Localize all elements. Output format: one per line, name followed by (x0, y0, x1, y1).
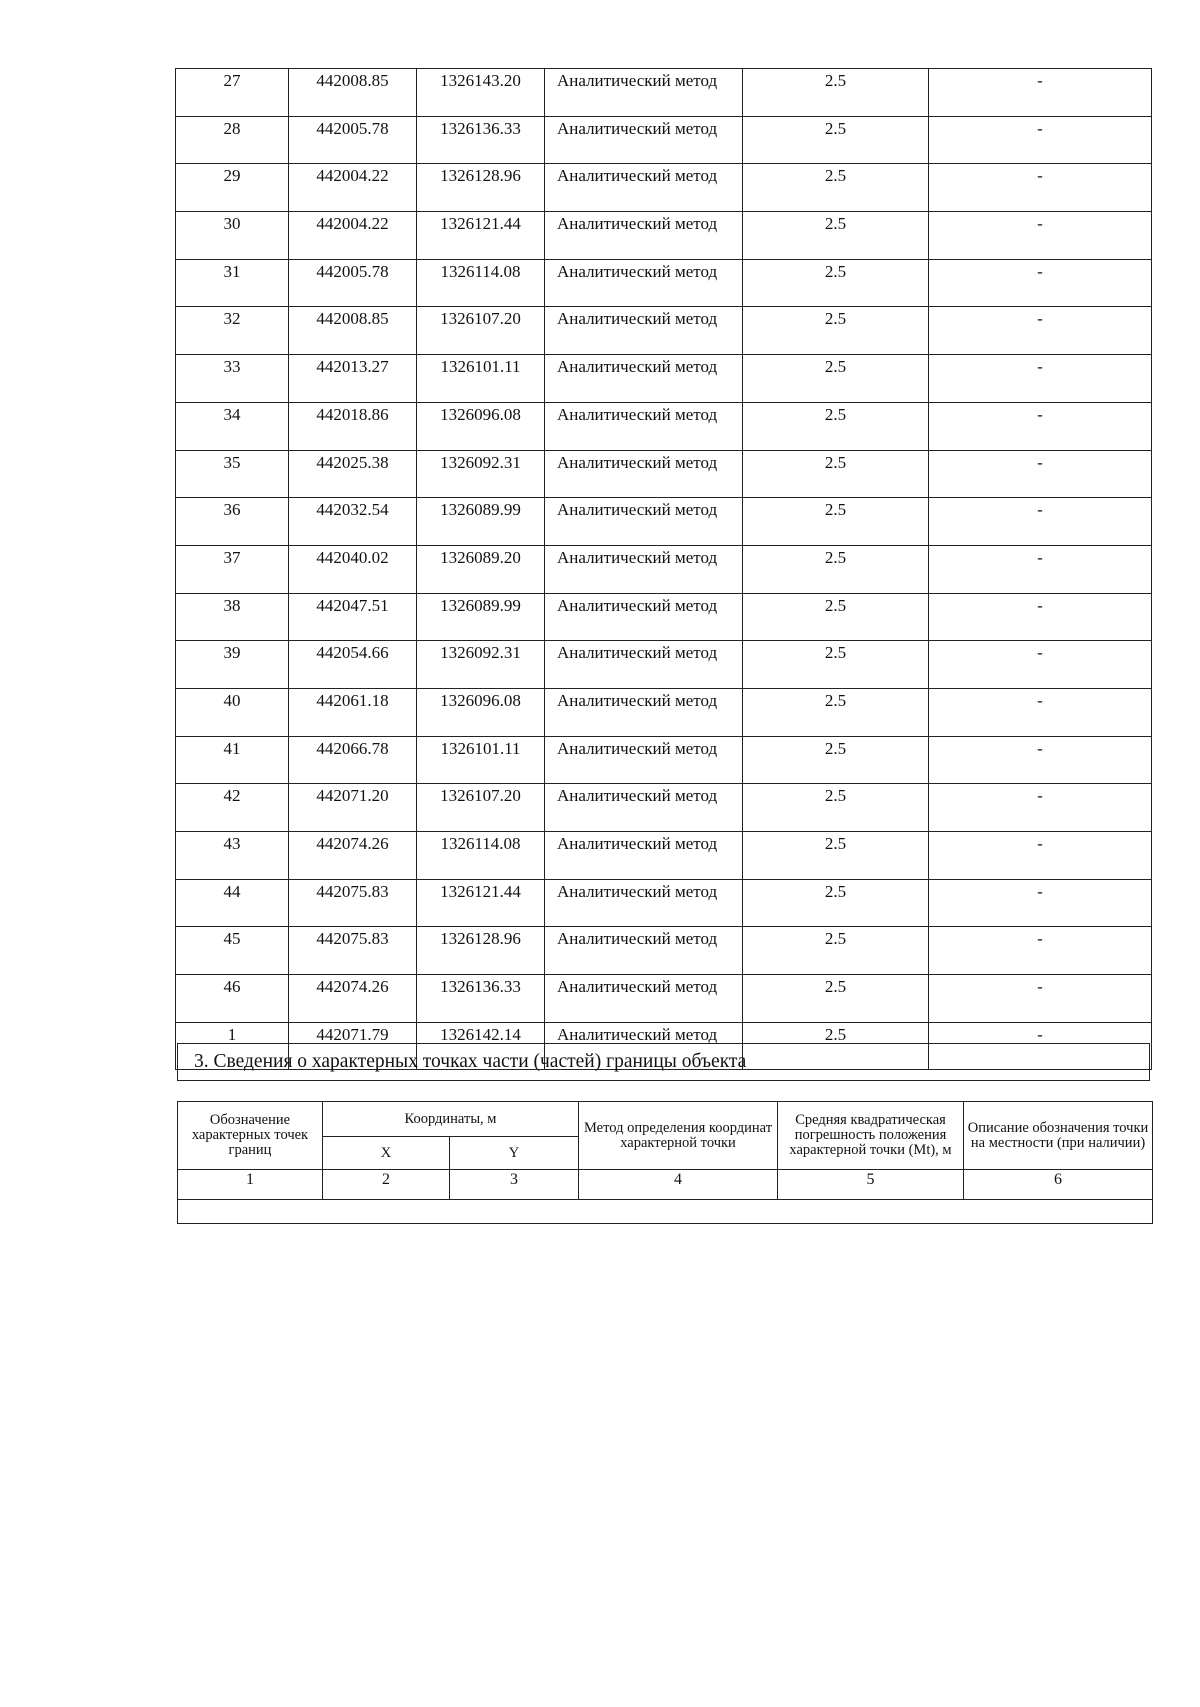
point-number: 29 (176, 164, 289, 212)
part-boundary-points-table (177, 1101, 1153, 1224)
coordinate-y: 1326107.20 (417, 784, 545, 832)
section-3-header (177, 1043, 1150, 1081)
coordinate-x: 442071.79 (289, 1022, 417, 1070)
method-cell: Аналитический метод (545, 355, 743, 403)
table-row (176, 402, 1152, 450)
description-cell: - (929, 259, 1152, 307)
point-number: 37 (176, 545, 289, 593)
coordinate-y: 1326121.44 (417, 879, 545, 927)
method-cell: Аналитический метод (545, 307, 743, 355)
mt-cell: 2.5 (743, 593, 929, 641)
column-number: 5 (778, 1170, 964, 1200)
method-cell: Аналитический метод (545, 402, 743, 450)
coordinate-x: 442004.22 (289, 212, 417, 260)
description-cell: - (929, 1022, 1152, 1070)
table-row (176, 212, 1152, 260)
description-cell: - (929, 450, 1152, 498)
method-cell: Аналитический метод (545, 1022, 743, 1070)
column-number: 2 (323, 1170, 450, 1200)
method-cell: Аналитический метод (545, 927, 743, 975)
coordinate-x: 442040.02 (289, 545, 417, 593)
mt-cell: 2.5 (743, 402, 929, 450)
coordinate-y: 1326136.33 (417, 975, 545, 1023)
coordinate-y: 1326101.11 (417, 355, 545, 403)
method-cell: Аналитический метод (545, 593, 743, 641)
table-row (176, 641, 1152, 689)
mt-cell: 2.5 (743, 450, 929, 498)
coordinate-y: 1326114.08 (417, 259, 545, 307)
point-number: 27 (176, 69, 289, 117)
method-cell: Аналитический метод (545, 975, 743, 1023)
description-cell: - (929, 975, 1152, 1023)
coordinate-y: 1326142.14 (417, 1022, 545, 1070)
coordinate-y: 1326089.20 (417, 545, 545, 593)
coordinate-y: 1326089.99 (417, 498, 545, 546)
method-cell: Аналитический метод (545, 879, 743, 927)
table-row (176, 832, 1152, 880)
description-cell: - (929, 545, 1152, 593)
point-number: 30 (176, 212, 289, 260)
mt-cell: 2.5 (743, 688, 929, 736)
table-row (176, 688, 1152, 736)
point-number: 32 (176, 307, 289, 355)
description-cell: - (929, 402, 1152, 450)
coordinate-y: 1326121.44 (417, 212, 545, 260)
coordinate-x: 442071.20 (289, 784, 417, 832)
mt-cell: 2.5 (743, 975, 929, 1023)
point-number: 42 (176, 784, 289, 832)
coordinate-y: 1326136.33 (417, 116, 545, 164)
empty-row (178, 1200, 1153, 1224)
mt-cell: 2.5 (743, 498, 929, 546)
coordinate-x: 442005.78 (289, 259, 417, 307)
coordinate-x: 442018.86 (289, 402, 417, 450)
description-cell: - (929, 641, 1152, 689)
column-number: 4 (579, 1170, 778, 1200)
coordinate-y: 1326096.08 (417, 688, 545, 736)
mt-cell: 2.5 (743, 307, 929, 355)
table-row (176, 593, 1152, 641)
coordinate-y: 1326107.20 (417, 307, 545, 355)
header-mt: Средняя квадратическая погрешность положения характерной точки (Mt), м (778, 1102, 964, 1170)
coordinate-y: 1326128.96 (417, 164, 545, 212)
mt-cell: 2.5 (743, 927, 929, 975)
method-cell: Аналитический метод (545, 116, 743, 164)
method-cell: Аналитический метод (545, 688, 743, 736)
table-row (176, 498, 1152, 546)
table-row (176, 784, 1152, 832)
coordinate-x: 442025.38 (289, 450, 417, 498)
table-row (176, 307, 1152, 355)
coordinate-y: 1326143.20 (417, 69, 545, 117)
description-cell: - (929, 688, 1152, 736)
table-row (176, 736, 1152, 784)
header-method: Метод определения координат характерной точки (579, 1102, 778, 1170)
coordinate-x: 442075.83 (289, 879, 417, 927)
mt-cell: 2.5 (743, 784, 929, 832)
coordinate-x: 442004.22 (289, 164, 417, 212)
boundary-points-body (176, 69, 1152, 1070)
mt-cell: 2.5 (743, 1022, 929, 1070)
description-cell: - (929, 212, 1152, 260)
coordinate-x: 442008.85 (289, 307, 417, 355)
mt-cell: 2.5 (743, 164, 929, 212)
coordinate-y: 1326089.99 (417, 593, 545, 641)
coordinate-x: 442005.78 (289, 116, 417, 164)
table-row (176, 69, 1152, 117)
method-cell: Аналитический метод (545, 545, 743, 593)
table-row (176, 355, 1152, 403)
mt-cell: 2.5 (743, 116, 929, 164)
coordinate-x: 442075.83 (289, 927, 417, 975)
coordinate-x: 442074.26 (289, 832, 417, 880)
table-row (176, 116, 1152, 164)
boundary-points-table (175, 68, 1152, 1070)
method-cell: Аналитический метод (545, 784, 743, 832)
column-number: 3 (450, 1170, 579, 1200)
coordinate-x: 442032.54 (289, 498, 417, 546)
method-cell: Аналитический метод (545, 832, 743, 880)
point-number: 38 (176, 593, 289, 641)
coordinate-x: 442066.78 (289, 736, 417, 784)
mt-cell: 2.5 (743, 879, 929, 927)
description-cell: - (929, 736, 1152, 784)
method-cell: Аналитический метод (545, 498, 743, 546)
point-number: 45 (176, 927, 289, 975)
header-x: X (323, 1137, 450, 1170)
description-cell: - (929, 69, 1152, 117)
description-cell: - (929, 498, 1152, 546)
coordinate-x: 442013.27 (289, 355, 417, 403)
description-cell: - (929, 832, 1152, 880)
coordinate-x: 442054.66 (289, 641, 417, 689)
coordinate-y: 1326092.31 (417, 450, 545, 498)
description-cell: - (929, 879, 1152, 927)
description-cell: - (929, 784, 1152, 832)
coordinate-y: 1326128.96 (417, 927, 545, 975)
column-number: 1 (178, 1170, 323, 1200)
coordinate-x: 442061.18 (289, 688, 417, 736)
method-cell: Аналитический метод (545, 641, 743, 689)
header-description: Описание обозначения точки на местности (при наличии) (964, 1102, 1153, 1170)
coordinate-y: 1326114.08 (417, 832, 545, 880)
table-row (176, 450, 1152, 498)
coordinate-x: 442047.51 (289, 593, 417, 641)
description-cell: - (929, 927, 1152, 975)
mt-cell: 2.5 (743, 355, 929, 403)
mt-cell: 2.5 (743, 545, 929, 593)
mt-cell: 2.5 (743, 259, 929, 307)
header-designation: Обозначение характерных точек границ (178, 1102, 323, 1170)
coordinate-y: 1326092.31 (417, 641, 545, 689)
point-number: 31 (176, 259, 289, 307)
method-cell: Аналитический метод (545, 69, 743, 117)
coordinate-y: 1326096.08 (417, 402, 545, 450)
point-number: 28 (176, 116, 289, 164)
header-y: Y (450, 1137, 579, 1170)
point-number: 40 (176, 688, 289, 736)
column-number: 6 (964, 1170, 1153, 1200)
point-number: 44 (176, 879, 289, 927)
description-cell: - (929, 355, 1152, 403)
method-cell: Аналитический метод (545, 259, 743, 307)
point-number: 43 (176, 832, 289, 880)
mt-cell: 2.5 (743, 736, 929, 784)
coordinate-y: 1326101.11 (417, 736, 545, 784)
table-row (176, 545, 1152, 593)
method-cell: Аналитический метод (545, 736, 743, 784)
method-cell: Аналитический метод (545, 164, 743, 212)
coordinate-x: 442074.26 (289, 975, 417, 1023)
point-number: 35 (176, 450, 289, 498)
point-number: 1 (176, 1022, 289, 1070)
description-cell: - (929, 116, 1152, 164)
coordinate-x: 442008.85 (289, 69, 417, 117)
mt-cell: 2.5 (743, 832, 929, 880)
mt-cell: 2.5 (743, 212, 929, 260)
mt-cell: 2.5 (743, 69, 929, 117)
point-number: 36 (176, 498, 289, 546)
description-cell: - (929, 593, 1152, 641)
method-cell: Аналитический метод (545, 212, 743, 260)
header-coordinates: Координаты, м (323, 1102, 579, 1137)
point-number: 33 (176, 355, 289, 403)
method-cell: Аналитический метод (545, 450, 743, 498)
section-3-title: 3. Сведения о характерных точках части (частей) границы объекта (194, 1051, 747, 1072)
table-row (176, 259, 1152, 307)
table-row (176, 164, 1152, 212)
point-number: 34 (176, 402, 289, 450)
point-number: 46 (176, 975, 289, 1023)
point-number: 39 (176, 641, 289, 689)
table-row (176, 879, 1152, 927)
table-row (176, 975, 1152, 1023)
point-number: 41 (176, 736, 289, 784)
description-cell: - (929, 164, 1152, 212)
table-row (176, 927, 1152, 975)
mt-cell: 2.5 (743, 641, 929, 689)
description-cell: - (929, 307, 1152, 355)
